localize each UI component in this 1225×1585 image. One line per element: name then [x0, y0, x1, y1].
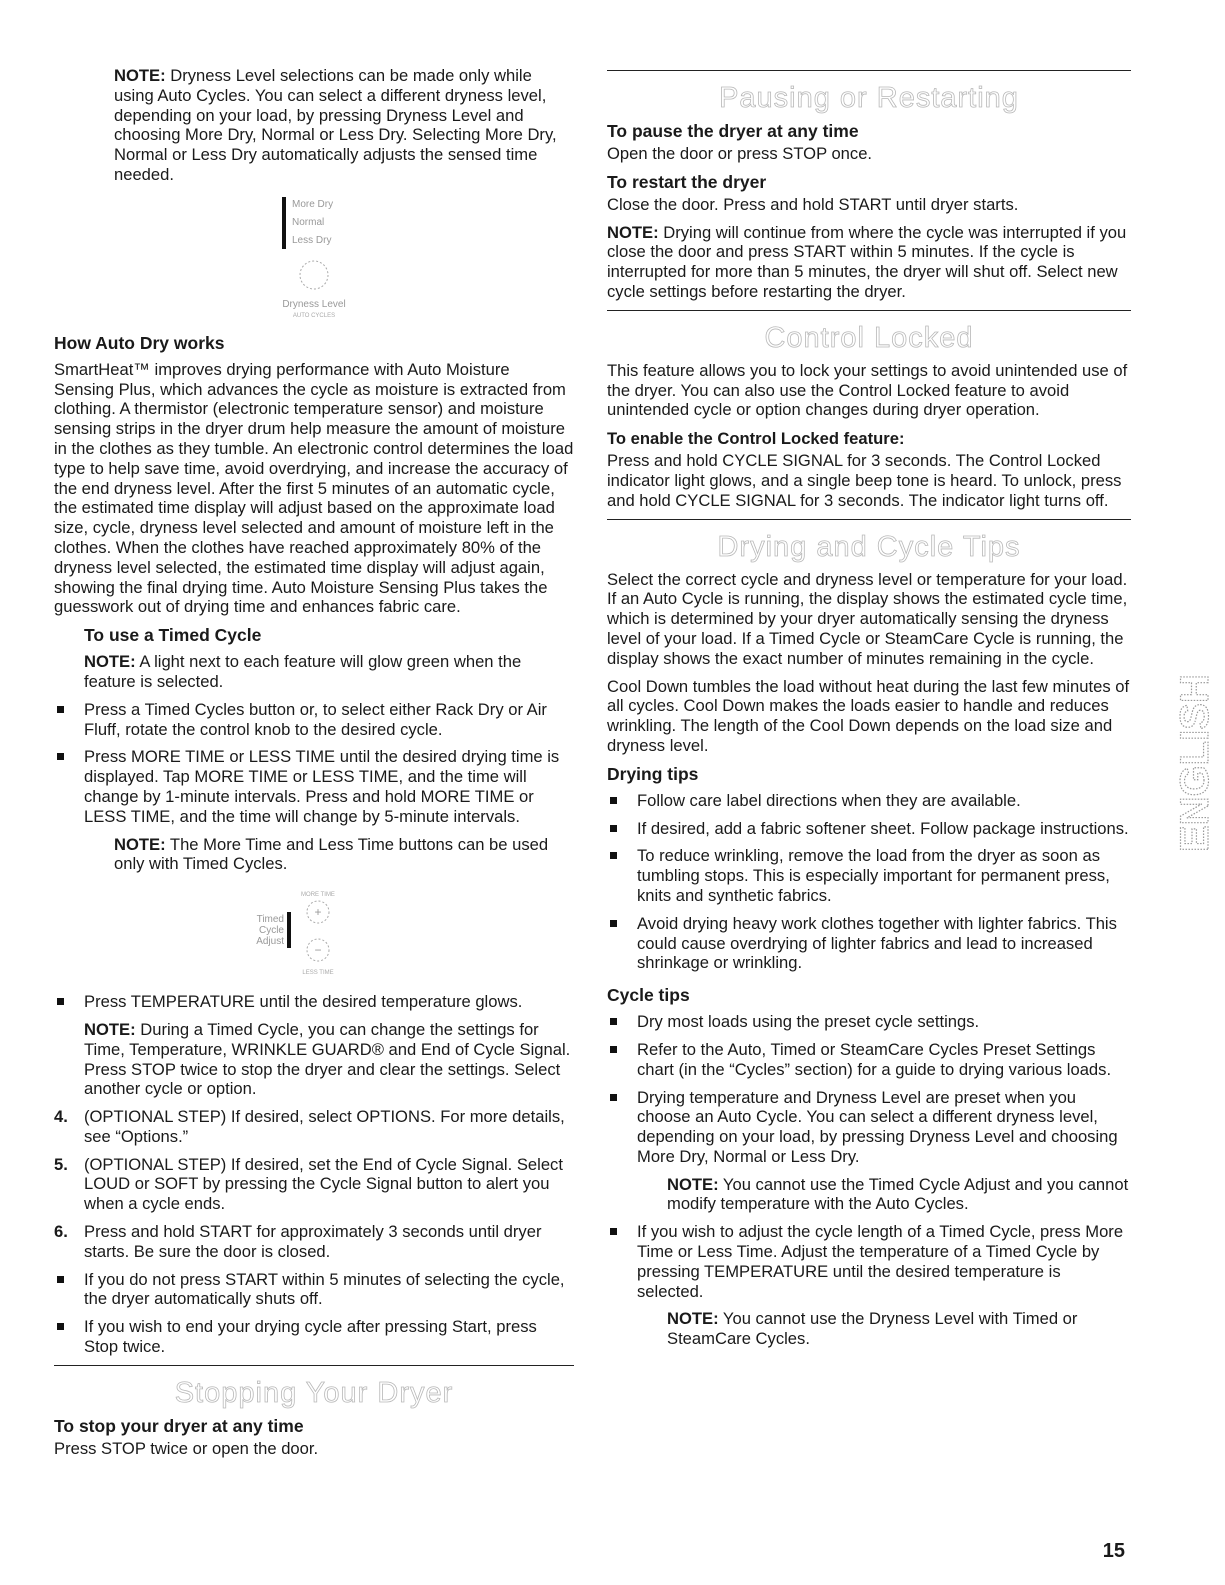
- svg-text:Adjust: Adjust: [256, 936, 284, 948]
- note-light: NOTE: A light next to each feature will glow green when the feature is selected.: [84, 652, 522, 691]
- list-item: If you wish to adjust the cycle length of a Timed Cycle, press More Time or Less Time. Adjust the temperature of a Timed Cycle by pressing TEMPERATURE until the desired temperature is selected.: [607, 1222, 1131, 1301]
- how-auto-dry-text: SmartHeat™ improves drying performance with Auto Moisture Sensing Plus, which advances the cycle as moisture is extracted from clothing. A thermistor (electronic temperature sensor) and moisture sensing strips in the dryer drum help measure the amount of moisture in the clothes as they tumble. An electronic control determines the load type to help save time, avoid overdrying, and increase the accuracy of the end dryness level. After the first 5 minutes of an automatic cycle, the estimated time display will adjust based on the approximate load size, cycle, dryness level selected and amount of moisture left in the clothes. When the clothes have reached approximately 80% of the dryness level selected, the estimated time display will adjust again, showing the final drying time. Auto Moisture Sensing Plus takes the guesswork out of drying time and enhances fabric care.: [54, 359, 574, 617]
- list-item: Dry most loads using the preset cycle settings.: [607, 1012, 1131, 1032]
- option-normal: Normal: [292, 216, 325, 228]
- stopping-section-title: Stopping Your Dryer: [174, 1376, 454, 1409]
- page-number: 15: [1102, 1540, 1125, 1562]
- option-more-dry: More Dry: [292, 198, 334, 210]
- pause-subheading: To pause the dryer at any time: [607, 121, 859, 141]
- right-column: [607, 66, 1131, 1357]
- cycle-tips-heading: Cycle tips: [607, 985, 690, 1006]
- note-sub-1: NOTE: You cannot use the Timed Cycle Adjust and you cannot modify temperature with the Auto Cycles.: [667, 1174, 1129, 1214]
- divider: [54, 1365, 574, 1366]
- stop-subheading: To stop your dryer at any time: [54, 1415, 304, 1436]
- option-less-dry: Less Dry: [292, 234, 332, 246]
- pause-text: Open the door or press STOP once.: [607, 144, 873, 163]
- enable-text: Press and hold CYCLE SIGNAL for 3 seconds. The Control Locked indicator light glows, and a single beep tone is heard. To unlock, press and hold CYCLE SIGNAL for 3 seconds. The indicator light turns off.: [607, 451, 1122, 510]
- svg-text:Timed: Timed: [256, 914, 284, 926]
- pausing-section-title: Pausing or Restarting: [719, 82, 1019, 114]
- tips-text-1: Select the correct cycle and dryness level or temperature for your load. If an Auto Cycle is running, the display shows the estimated cycle time, which is determined by your dryer automatically sensing the dryness level of your load. If a Timed Cycle or SteamCare Cycle is running, the display shows the exact number of minutes remaining in the cycle.: [607, 569, 1128, 668]
- english-tab-label: ENGLISH: [1173, 674, 1217, 852]
- how-auto-dry-heading: How Auto Dry works: [54, 332, 225, 353]
- minus-icon: −: [314, 943, 322, 958]
- dryness-button-icon: [300, 261, 328, 289]
- note-dryness: NOTE: Dryness Level selections can be made only while using Auto Cycles. You can select a different dryness level, depending on your load, by pressing Dryness Level and choosing More Dry, Normal or Less Dry. Selecting More Dry, Normal or Less Dry automatically adjusts the sensed time needed.: [114, 66, 557, 184]
- divider: [607, 70, 1131, 71]
- language-side-tab: [1173, 562, 1218, 862]
- list-item: To reduce wrinkling, remove the load from the dryer as soon as tumbling stops. This is especially important for permanent press, knits and synthetic fabrics.: [607, 846, 1131, 905]
- restart-subheading: To restart the dryer: [607, 171, 767, 192]
- list-item: If desired, add a fabric softener sheet. Follow package instructions.: [607, 819, 1131, 839]
- note-timed: NOTE: During a Timed Cycle, you can change the settings for Time, Temperature, WRINKLE GUARD® and End of Cycle Signal. Press STOP twice to stop the dryer and clear the settings. Select another cycle or option.: [84, 1019, 571, 1099]
- list-item: Follow care label directions when they are available.: [607, 791, 1131, 811]
- plus-icon: +: [314, 905, 322, 920]
- list-item: If you wish to end your drying cycle after pressing Start, press Stop twice.: [54, 1317, 574, 1357]
- divider: [607, 310, 1131, 311]
- list-item: Press a Timed Cycles button or, to select either Rack Dry or Air Fluff, rotate the control knob to the desired cycle.: [54, 700, 574, 740]
- enable-subheading: To enable the Control Locked feature:: [607, 429, 905, 449]
- divider: [607, 519, 1131, 520]
- note-moretime: NOTE: The More Time and Less Time buttons can be used only with Timed Cycles.: [114, 834, 549, 874]
- note-sub-2: NOTE: You cannot use the Dryness Level with Timed or SteamCare Cycles.: [667, 1309, 1078, 1349]
- auto-cycles-label: AUTO CYCLES: [292, 312, 336, 319]
- stop-text: Press STOP twice or open the door.: [54, 1438, 319, 1458]
- step-4: 4. (OPTIONAL STEP) If desired, select OPTIONS. For more details, see “Options.”: [54, 1107, 565, 1146]
- dryness-level-diagram: [234, 193, 394, 323]
- control-text: This feature allows you to lock your settings to avoid unintended use of the dryer. You can also use the Control Locked feature to avoid unintended cycle or option changes during dryer operation.: [607, 360, 1128, 420]
- tips-text-2: Cool Down tumbles the load without heat during the last few minutes of all cycles. Cool Down makes the loads easier to handle and reduces wrinkling. The length of the Cool Down depends on the load size and dryness level.: [607, 676, 1130, 755]
- list-item: Refer to the Auto, Timed or SteamCare Cycles Preset Settings chart (in the “Cycles” section) for a guide to drying various loads.: [607, 1040, 1131, 1080]
- note-restart: NOTE: Drying will continue from where the cycle was interrupted if you close the door and press START within 5 minutes. If the cycle is interrupted for more than 5 minutes, the dryer will shut off. Select new cycle settings before restarting the dryer.: [607, 222, 1127, 301]
- drying-tips-heading: Drying tips: [607, 763, 699, 784]
- less-time-label: LESS TIME: [302, 970, 334, 977]
- control-locked-section-title: Control Locked: [764, 321, 974, 354]
- timed-cycle-diagram: [234, 882, 394, 982]
- step-5: 5. (OPTIONAL STEP) If desired, set the End of Cycle Signal. Select LOUD or SOFT by pressing the Cycle Signal button to alert you when a cycle ends.: [54, 1154, 563, 1214]
- timed-cycle-heading: To use a Timed Cycle: [84, 625, 262, 646]
- left-column: [54, 66, 574, 1467]
- tips-section-title: Drying and Cycle Tips: [717, 530, 1021, 563]
- timed-cycle-figure: [54, 882, 574, 982]
- svg-text:Cycle: Cycle: [258, 925, 284, 937]
- more-time-label: MORE TIME: [301, 892, 335, 899]
- list-item: Press MORE TIME or LESS TIME until the desired drying time is displayed. Tap MORE TIME or LESS TIME, and the time will change by 1-minute intervals. Press and hold MORE TIME or LESS TIME, and the time will change by 5-minute intervals.: [54, 747, 574, 826]
- list-item: Avoid drying heavy work clothes together with lighter fabrics. This could cause overdrying of lighter fabrics and lead to increased shrinkage or wrinkling.: [607, 914, 1131, 973]
- step-6: 6. Press and hold START for approximately 3 seconds until dryer starts. Be sure the door is closed.: [54, 1222, 542, 1261]
- restart-text: Close the door. Press and hold START until dryer starts.: [607, 194, 1019, 214]
- list-item: Drying temperature and Dryness Level are preset when you choose an Auto Cycle. You can select a different dryness level, depending on your load, by pressing Dryness Level and choosing More Dry, Normal or Less Dry.: [607, 1088, 1131, 1167]
- list-item: If you do not press START within 5 minutes of selecting the cycle, the dryer automatically shuts off.: [54, 1270, 574, 1310]
- list-item: Press TEMPERATURE until the desired temperature glows.: [54, 992, 574, 1012]
- dryness-level-label: Dryness Level: [282, 298, 346, 310]
- dryness-level-figure: [54, 193, 574, 323]
